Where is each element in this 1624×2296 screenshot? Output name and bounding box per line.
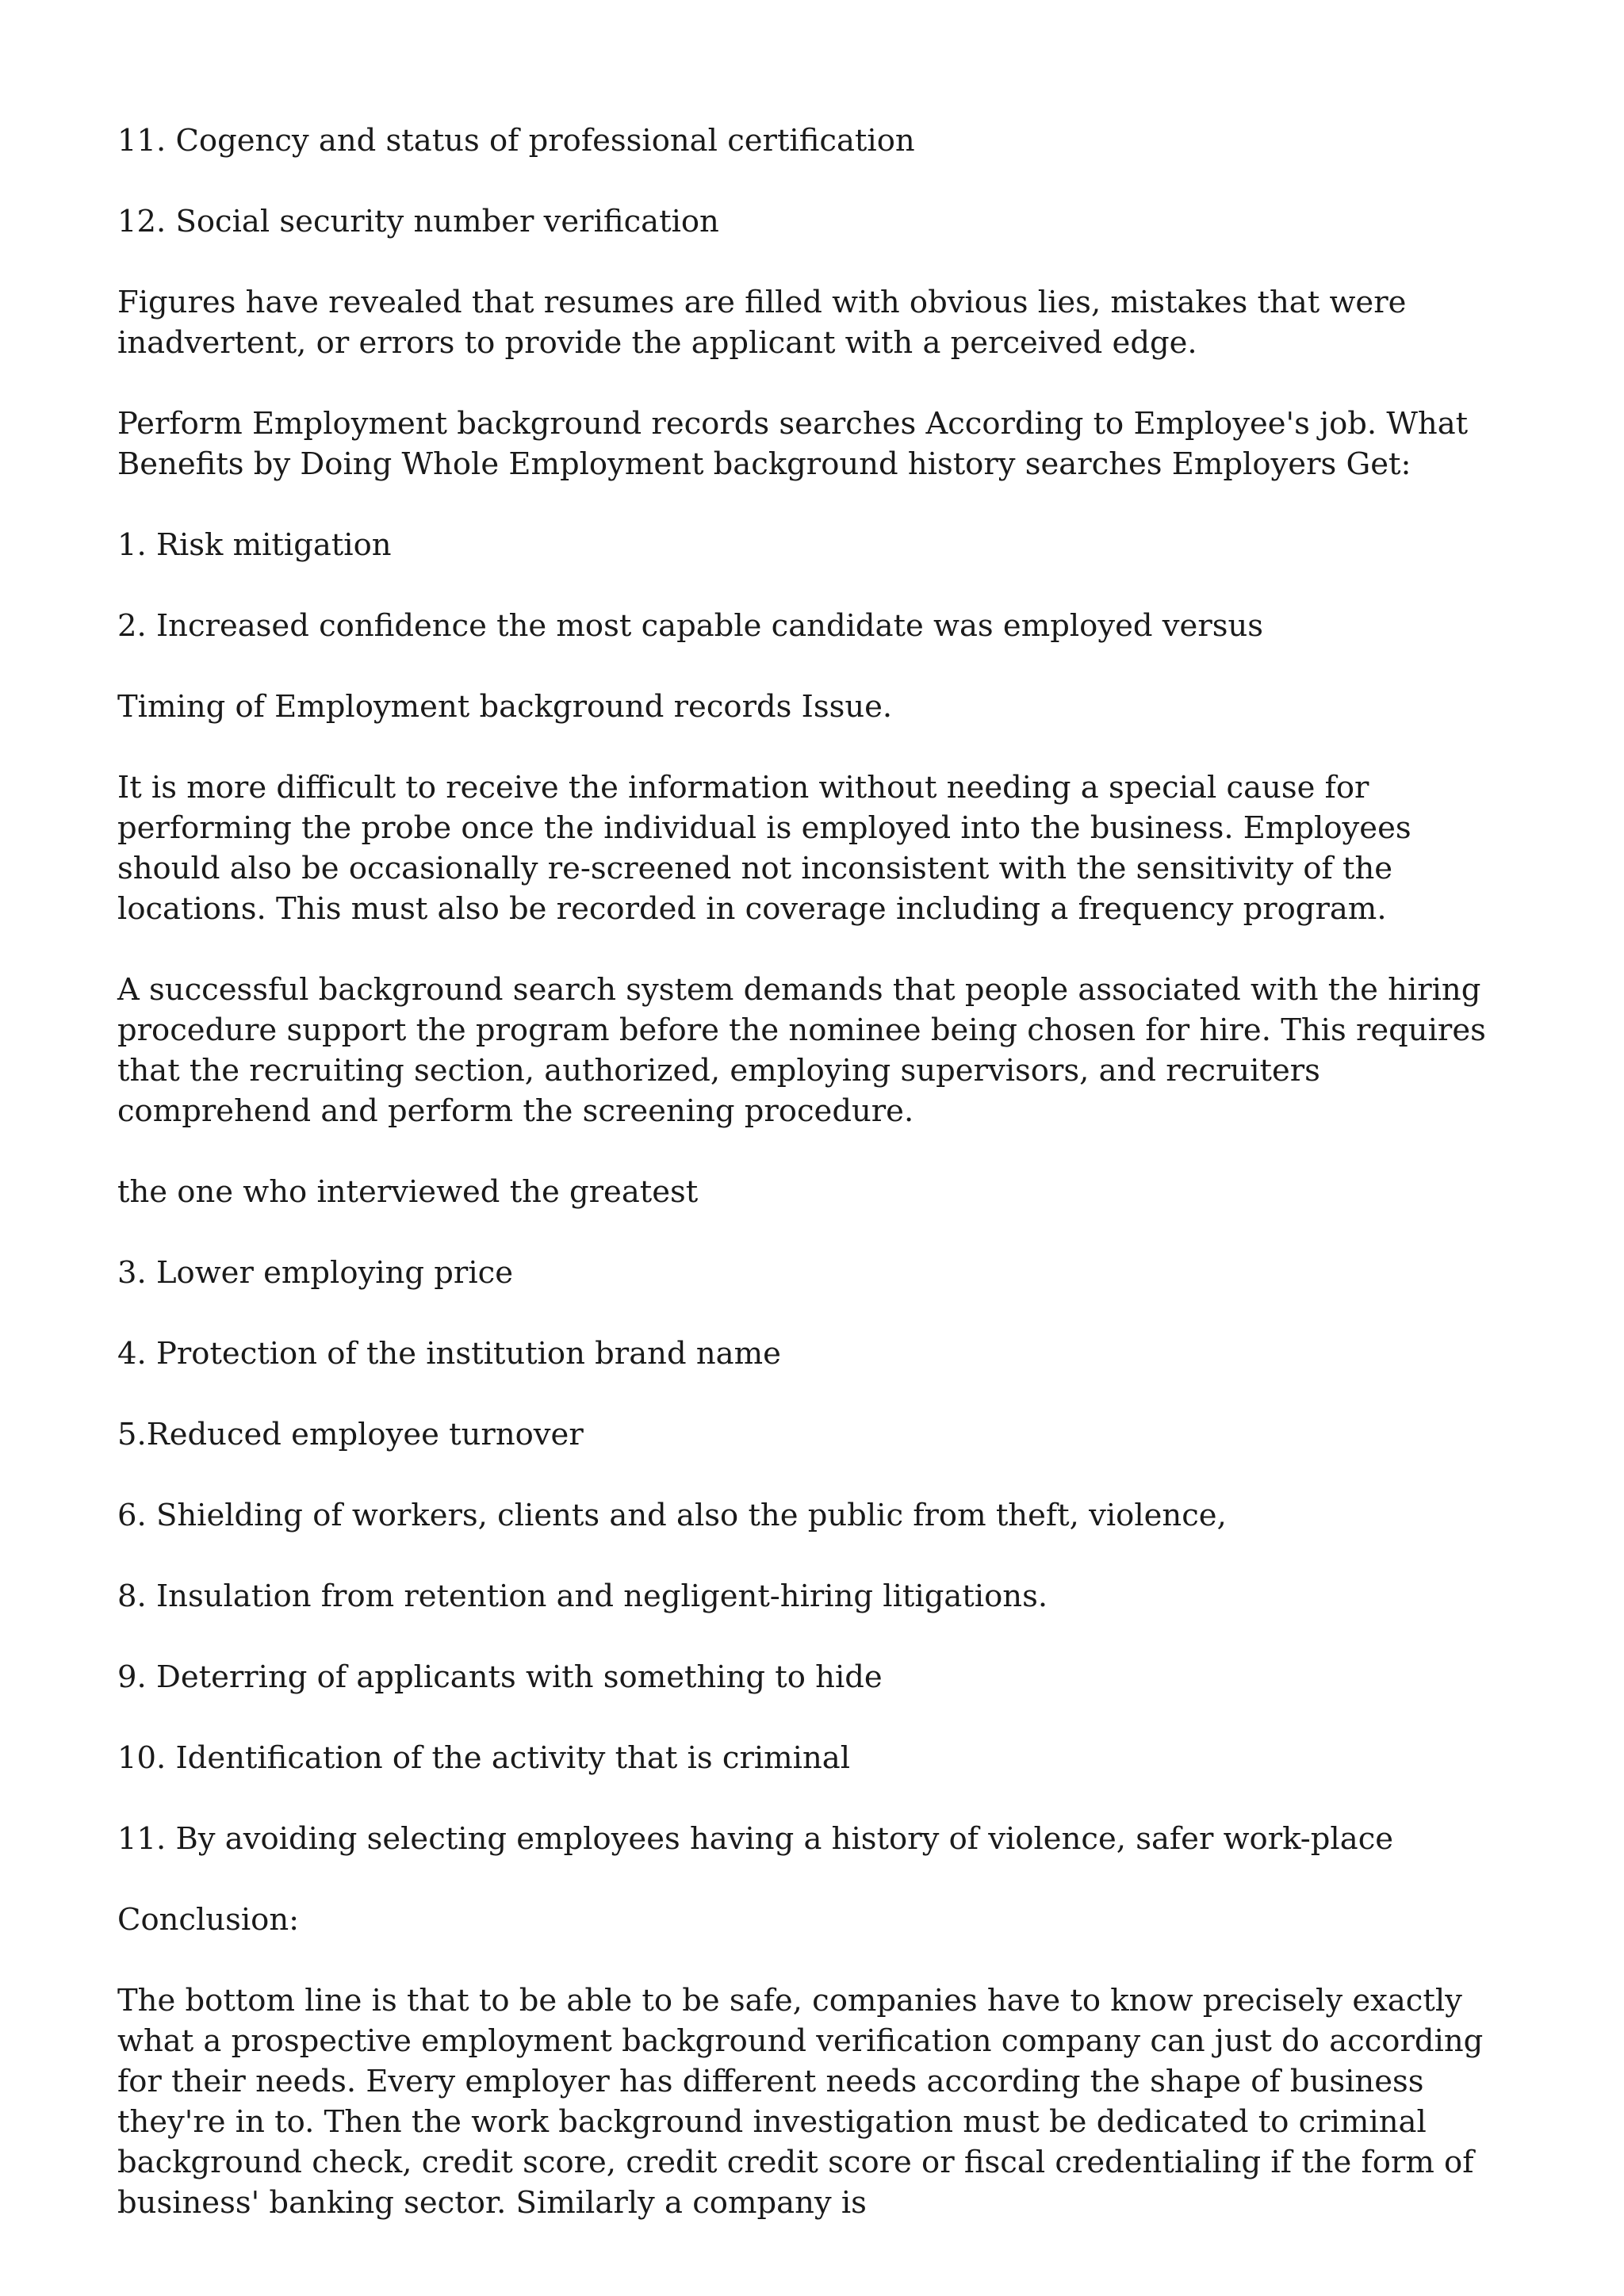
section-heading: Conclusion: (117, 1902, 300, 1938)
list-item: 5.Reduced employee turnover (117, 1417, 584, 1452)
list-item: 9. Deterring of applicants with something to hide (117, 1659, 883, 1695)
body-paragraph: A successful background search system demands that people associated with the hiring procedure support the program before the nominee being chosen for hire. This requires that the recruiting section, authorized, employing supervisors, and recruiters comprehend and perform the screening procedure. (117, 972, 1486, 1129)
body-paragraph: The bottom line is that to be able to be safe, companies have to know precisely exactly what a prospective employment background verification company can just do according for their needs. Every employer has different needs according the shape of business they're in to. Then the work background investigation must be dedicated to criminal background check, credit score, credit credit score or fiscal credentialing if the form of business' banking sector. Similarly a company is (117, 1983, 1484, 2221)
section-heading: Timing of Employment background records Issue. (117, 689, 893, 725)
list-item: 8. Insulation from retention and negligent-hiring litigations. (117, 1578, 1048, 1614)
list-item: 2. Increased confidence the most capable candidate was employed versus (117, 608, 1264, 644)
list-item: 10. Identification of the activity that is criminal (117, 1740, 851, 1776)
list-item: 1. Risk mitigation (117, 527, 392, 563)
list-item: 3. Lower employing price (117, 1255, 513, 1291)
list-item: 12. Social security number verification (117, 204, 719, 239)
list-item: 11. Cogency and status of professional certification (117, 123, 915, 159)
body-paragraph: It is more difficult to receive the information without needing a special cause for performing the probe once the individual is employed into the business. Employees should also be occasionally re-screened not inconsistent with the sensitivity of the locations. This must also be recorded in coverage including a frequency program. (117, 770, 1411, 927)
document-body (117, 121, 1507, 2263)
list-item: 11. By avoiding selecting employees having a history of violence, safer work-place (117, 1821, 1394, 1857)
list-item: 4. Protection of the institution brand name (117, 1336, 781, 1372)
body-paragraph: the one who interviewed the greatest (117, 1174, 699, 1210)
list-item: 6. Shielding of workers, clients and also the public from theft, violence, (117, 1498, 1227, 1533)
body-paragraph: Figures have revealed that resumes are filled with obvious lies, mistakes that were inadvertent, or errors to provide the applicant with a perceived edge. (117, 285, 1407, 361)
body-paragraph: Perform Employment background records searches According to Employee's job. What Benefits by Doing Whole Employment background history searches Employers Get: (117, 406, 1469, 482)
